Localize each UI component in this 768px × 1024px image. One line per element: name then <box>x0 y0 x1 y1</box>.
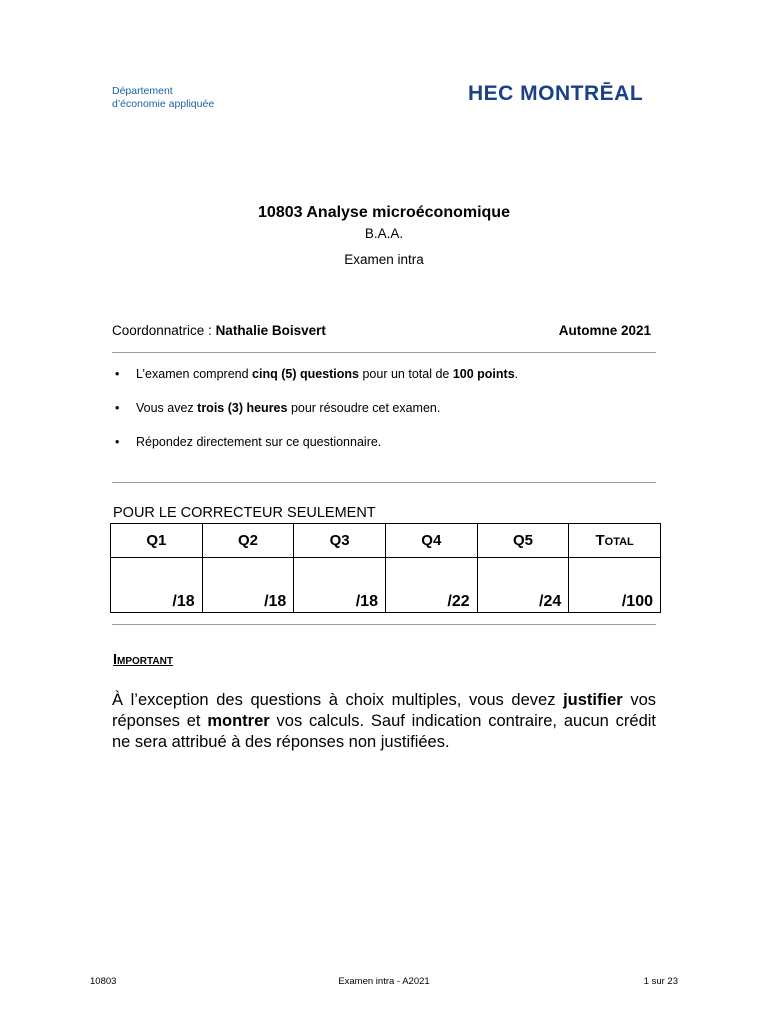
hec-montreal-logo: HEC MONTRĒAL <box>468 82 644 105</box>
instruction-text: L’examen comprend <box>136 367 253 381</box>
instruction-item <box>112 366 652 383</box>
score-cell-q5[interactable]: /24 <box>477 558 569 613</box>
instruction-text: pour un total de <box>359 367 453 381</box>
header-q4: Q4 <box>385 524 477 558</box>
coordinator-label: Coordonnatrice : <box>112 323 216 338</box>
important-heading: Important <box>113 652 173 668</box>
grader-label: POUR LE CORRECTEUR SEULEMENT <box>113 505 376 521</box>
instruction-text: pour résoudre cet examen. <box>287 401 441 415</box>
department-name <box>112 85 214 111</box>
header-q5: Q5 <box>477 524 569 558</box>
bullet-icon: • <box>115 435 120 449</box>
divider-top <box>112 352 656 353</box>
instruction-item <box>112 434 652 451</box>
course-title: 10803 Analyse microéconomique <box>258 204 510 221</box>
divider-middle <box>112 482 656 483</box>
bullet-icon: • <box>115 367 120 381</box>
session-label: Automne 2021 <box>558 323 651 338</box>
score-cell-q3[interactable]: /18 <box>294 558 386 613</box>
instruction-emphasis: 100 points <box>452 367 515 381</box>
footer-page-number: 1 sur 23 <box>643 976 678 987</box>
program-name: B.A.A. <box>364 226 404 241</box>
instruction-emphasis: trois (3) heures <box>197 401 288 415</box>
instruction-text: Répondez directement sur ce questionnaire. <box>136 435 382 449</box>
coordinator-line <box>112 323 326 338</box>
header-q1: Q1 <box>111 524 203 558</box>
header-q3: Q3 <box>294 524 386 558</box>
divider-bottom <box>112 624 656 625</box>
header-total: Total <box>569 524 661 558</box>
coordinator-name: Nathalie Boisvert <box>215 323 326 338</box>
instruction-item <box>112 400 652 417</box>
important-text <box>112 690 656 753</box>
instructions-list <box>112 366 652 468</box>
score-cell-q4[interactable]: /22 <box>385 558 477 613</box>
score-cell-q2[interactable]: /18 <box>202 558 294 613</box>
important-text-part: À l’exception des questions à choix multiples, vous devez <box>112 691 564 709</box>
bullet-icon: • <box>115 401 120 415</box>
footer-course-code: 10803 <box>90 976 117 987</box>
department-line-2: d’économie appliquée <box>112 98 215 110</box>
instruction-text: Vous avez <box>136 401 198 415</box>
header-q2: Q2 <box>202 524 294 558</box>
instruction-text: . <box>514 367 519 381</box>
instruction-emphasis: cinq (5) questions <box>252 367 359 381</box>
exam-type: Examen intra <box>344 252 424 267</box>
footer-exam-label: Examen intra - A2021 <box>338 976 430 987</box>
score-cell-q1[interactable]: /18 <box>111 558 203 613</box>
grader-table <box>110 523 661 613</box>
important-text-part: vos calculs. Sauf indication contraire, aucun crédit ne sera attribué à des réponses non justifiées. <box>112 712 656 751</box>
important-text-part: vos réponses et <box>112 691 657 730</box>
grader-score-row <box>111 558 661 613</box>
score-cell-total[interactable]: /100 <box>569 558 661 613</box>
important-emphasis: justifier <box>563 691 623 709</box>
grader-header-row <box>111 524 661 558</box>
important-emphasis: montrer <box>207 712 270 730</box>
department-line-1: Département <box>112 85 173 97</box>
